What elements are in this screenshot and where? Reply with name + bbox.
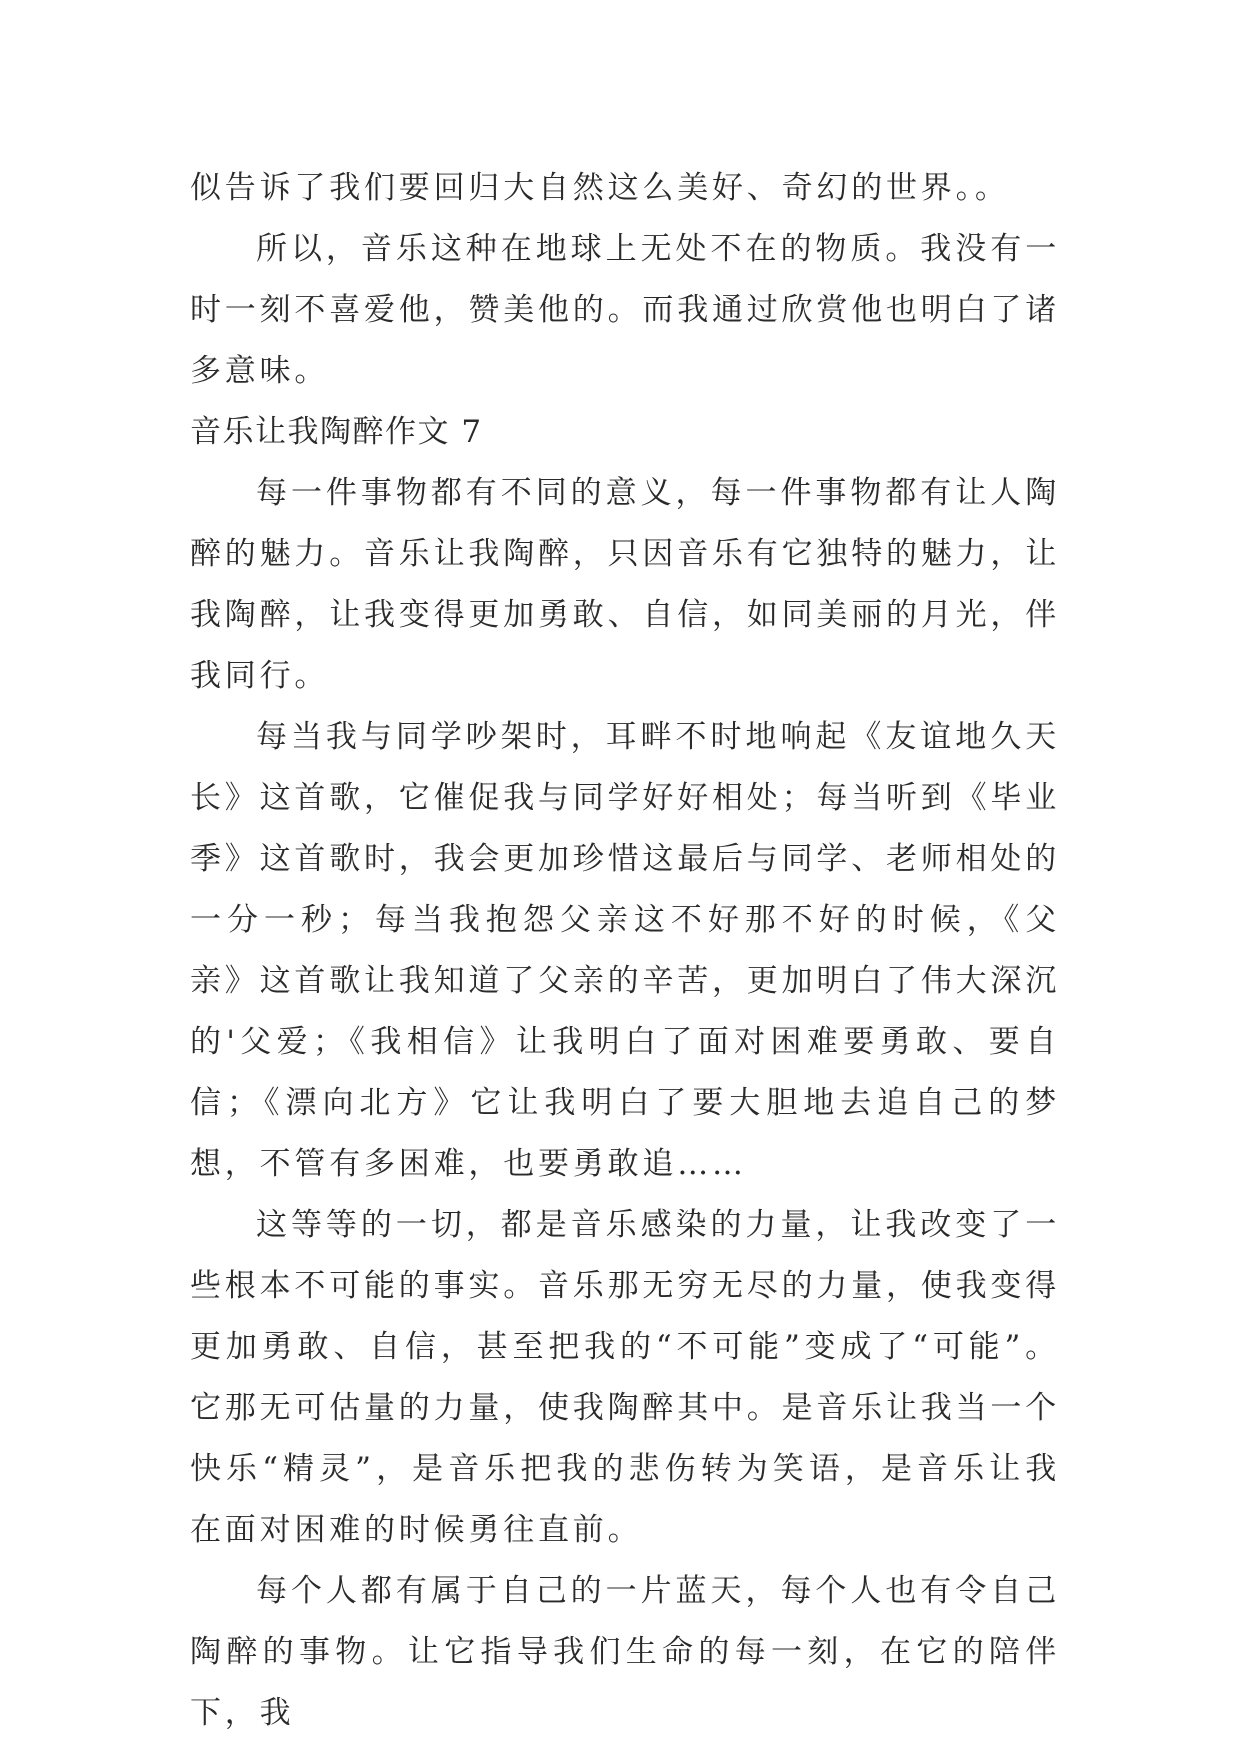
section-heading: 音乐让我陶醉作文 7 <box>190 414 483 450</box>
paragraph: 所以，音乐这种在地球上无处不在的物质。我没有一时一刻不喜爱他，赞美他的。而我通过欣赏他也明白了诸多意味。 <box>190 231 1060 389</box>
paragraph: 这等等的一切，都是音乐感染的力量，让我改变了一些根本不可能的事实。音乐那无穷无尽的力量，使我变得更加勇敢、自信，甚至把我的“不可能”变成了“可能”。它那无可估量的力量，使我陶醉其中。是音乐让我当一个快乐“精灵”，是音乐把我的悲伤转为笑语，是音乐让我在面对困难的时候勇往直前。 <box>190 1207 1060 1548</box>
body-text <box>190 158 1060 1744</box>
paragraph: 每当我与同学吵架时，耳畔不时地响起《友谊地久天长》这首歌，它催促我与同学好好相处；每当听到《毕业季》这首歌时，我会更加珍惜这最后与同学、老师相处的一分一秒；每当我抱怨父亲这不好那不好的时候，《父亲》这首歌让我知道了父亲的辛苦，更加明白了伟大深沉的'父爱；《我相信》让我明白了面对困难要勇敢、要自信；《漂向北方》它让我明白了要大胆地去追自己的梦想，不管有多困难，也要勇敢追…… <box>190 719 1060 1182</box>
paragraph: 似告诉了我们要回归大自然这么美好、奇幻的世界。。 <box>190 170 1010 206</box>
paragraph: 每个人都有属于自己的一片蓝天，每个人也有令自己陶醉的事物。让它指导我们生命的每一刻，在它的陪伴下，我 <box>190 1573 1060 1731</box>
paragraph: 每一件事物都有不同的意义，每一件事物都有让人陶醉的魅力。音乐让我陶醉，只因音乐有它独特的魅力，让我陶醉，让我变得更加勇敢、自信，如同美丽的月光，伴我同行。 <box>190 475 1060 694</box>
